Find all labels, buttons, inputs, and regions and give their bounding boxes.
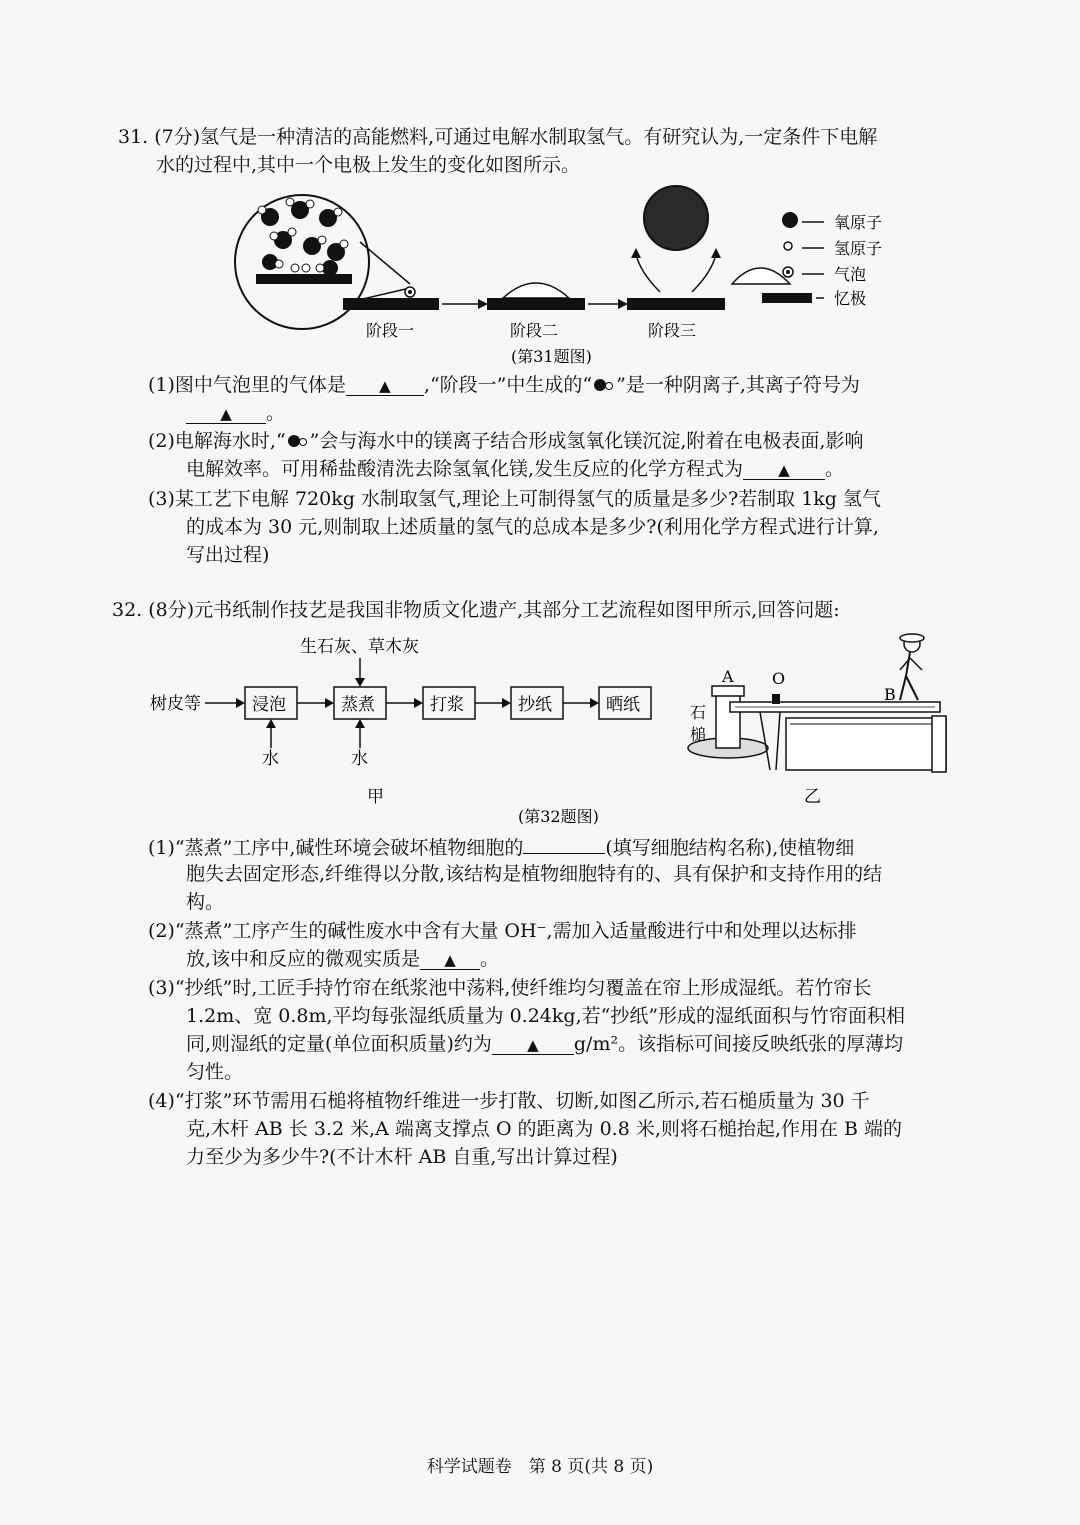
stage2-label: 阶段二 [510,321,559,340]
flow-additive: 生石灰、草木灰 [300,637,419,657]
q31-part1-line1: (1)图中气泡里的气体是 ▲ ,“阶段一”中生成的“ ”是一种阴离子,其离子符号为 [148,374,860,396]
q31-caption: (第31题图) [511,347,592,366]
legend-bubble: 气泡 [834,265,867,284]
q31-part2-line2: 电解效率。可用稀盐酸清洗去除氢氧化镁,发生反应的化学方程式为 ▲ 。 [186,458,845,480]
lever-label: 乙 [804,787,821,807]
q31-blank2[interactable]: ▲ [186,403,266,424]
q32-part4-line1: (4)“打浆”环节需用石槌将植物纤维进一步打散、切断,如图乙所示,若石槌质量为 30 千 [148,1090,870,1112]
flow-water2: 水 [351,749,368,769]
q31-part3-line2: 的成本为 30 元,则制取上述质量的氢气的总成本是多少?(利用化学方程式进行计算, [186,516,879,538]
q31-figure [0,182,1080,382]
q32-part3-line2: 1.2m、宽 0.8m,平均每张湿纸质量为 0.24kg,若“抄纸”形成的湿纸面积与竹帘面积相 [186,1005,906,1027]
q32-blank1[interactable] [523,833,605,854]
hydroxide-icon [286,433,310,447]
q31-intro-line1: 31. (7分)氢气是一种清洁的高能燃料,可通过电解水制取氢气。有研究认为,一定条件下电解 [118,126,878,148]
flow-step1: 浸泡 [252,695,286,715]
flow-label: 甲 [367,787,384,807]
stage3-label: 阶段三 [648,321,697,340]
flow-diagram [150,637,651,807]
lever-illustration [688,634,946,807]
q32-part3-line3: 同,则湿纸的定量(单位面积质量)约为 ▲ g/m²。该指标可间接反映纸张的厚薄均 [186,1033,904,1055]
q32-number: 32. [112,599,143,621]
q31-part1-line2: ▲ 。 [186,400,285,426]
q31-part2-line1: (2)电解海水时,“ ”会与海水中的镁离子结合形成氢氧化镁沉淀,附着在电极表面,影响 [148,430,864,452]
q32-caption: (第32题图) [518,807,599,826]
q31-part3-line3: 写出过程) [186,544,270,566]
lever-point-o: O [772,669,786,688]
q32-part1-line2: 胞失去固定形态,纤维得以分散,该结构是植物细胞特有的、具有保护和支持作用的结 [186,863,883,885]
q31-blank1[interactable]: ▲ [346,375,424,396]
legend-electrode: 忆极 [834,289,867,308]
q32-part1-line1: (1)“蒸煮”工序中,碱性环境会破坏植物细胞的 (填写细胞结构名称),使植物细 [148,833,854,861]
q32-part4-line2: 克,木杆 AB 长 3.2 米,A 端离支撑点 O 的距离为 0.8 米,则将石槌抬起,作用在 B 端的 [186,1118,902,1140]
flow-step4: 抄纸 [518,695,552,715]
q31-number: 31. [118,126,149,148]
q32-blank2[interactable]: ▲ [420,949,480,970]
q32-figure [0,630,1080,830]
legend-hydrogen: 氢原子 [834,239,883,258]
flow-step3: 打浆 [430,695,464,715]
hydroxide-icon [592,377,616,391]
q32-part3-line1: (3)“抄纸”时,工匠手持竹帘在纸浆池中荡料,使纤维均匀覆盖在帘上形成湿纸。若竹帘长 [148,977,872,999]
lever-point-a: A [722,667,734,686]
q32-part2-line2: 放,该中和反应的微观实质是 ▲ 。 [186,948,500,970]
flow-step5: 晒纸 [606,695,640,715]
q32-part1-line3: 构。 [186,891,225,913]
flow-water1: 水 [262,749,279,769]
q32-blank3[interactable]: ▲ [492,1034,574,1055]
q31-blank3[interactable]: ▲ [743,459,825,480]
stone-hammer-label-1: 石 [690,703,707,722]
stone-hammer-label-2: 槌 [690,725,707,744]
q31-legend [762,212,882,308]
flow-step2: 蒸煮 [341,695,375,715]
q31-intro-line2: 水的过程中,其中一个电极上发生的变化如图所示。 [156,154,581,176]
lever-point-b: B [884,685,896,704]
q32-part3-line4: 匀性。 [186,1061,244,1083]
flow-input: 树皮等 [150,694,201,714]
page-footer: 科学试题卷 第 8 页(共 8 页) [426,1457,654,1477]
q32-part2-line1: (2)“蒸煮”工序产生的碱性废水中含有大量 OH⁻,需加入适量酸进行中和处理以达标排 [148,920,857,942]
q32-intro: 32. (8分)元书纸制作技艺是我国非物质文化遗产,其部分工艺流程如图甲所示,回答问题: [112,599,840,621]
q31-part3-line1: (3)某工艺下电解 720kg 水制取氢气,理论上可制得氢气的质量是多少?若制取 1kg 氢气 [148,488,882,510]
stage1-label: 阶段一 [366,321,415,340]
q32-part4-line3: 力至少为多少牛?(不计木杆 AB 自重,写出计算过程) [186,1146,618,1168]
legend-oxygen: 氧原子 [834,213,883,232]
